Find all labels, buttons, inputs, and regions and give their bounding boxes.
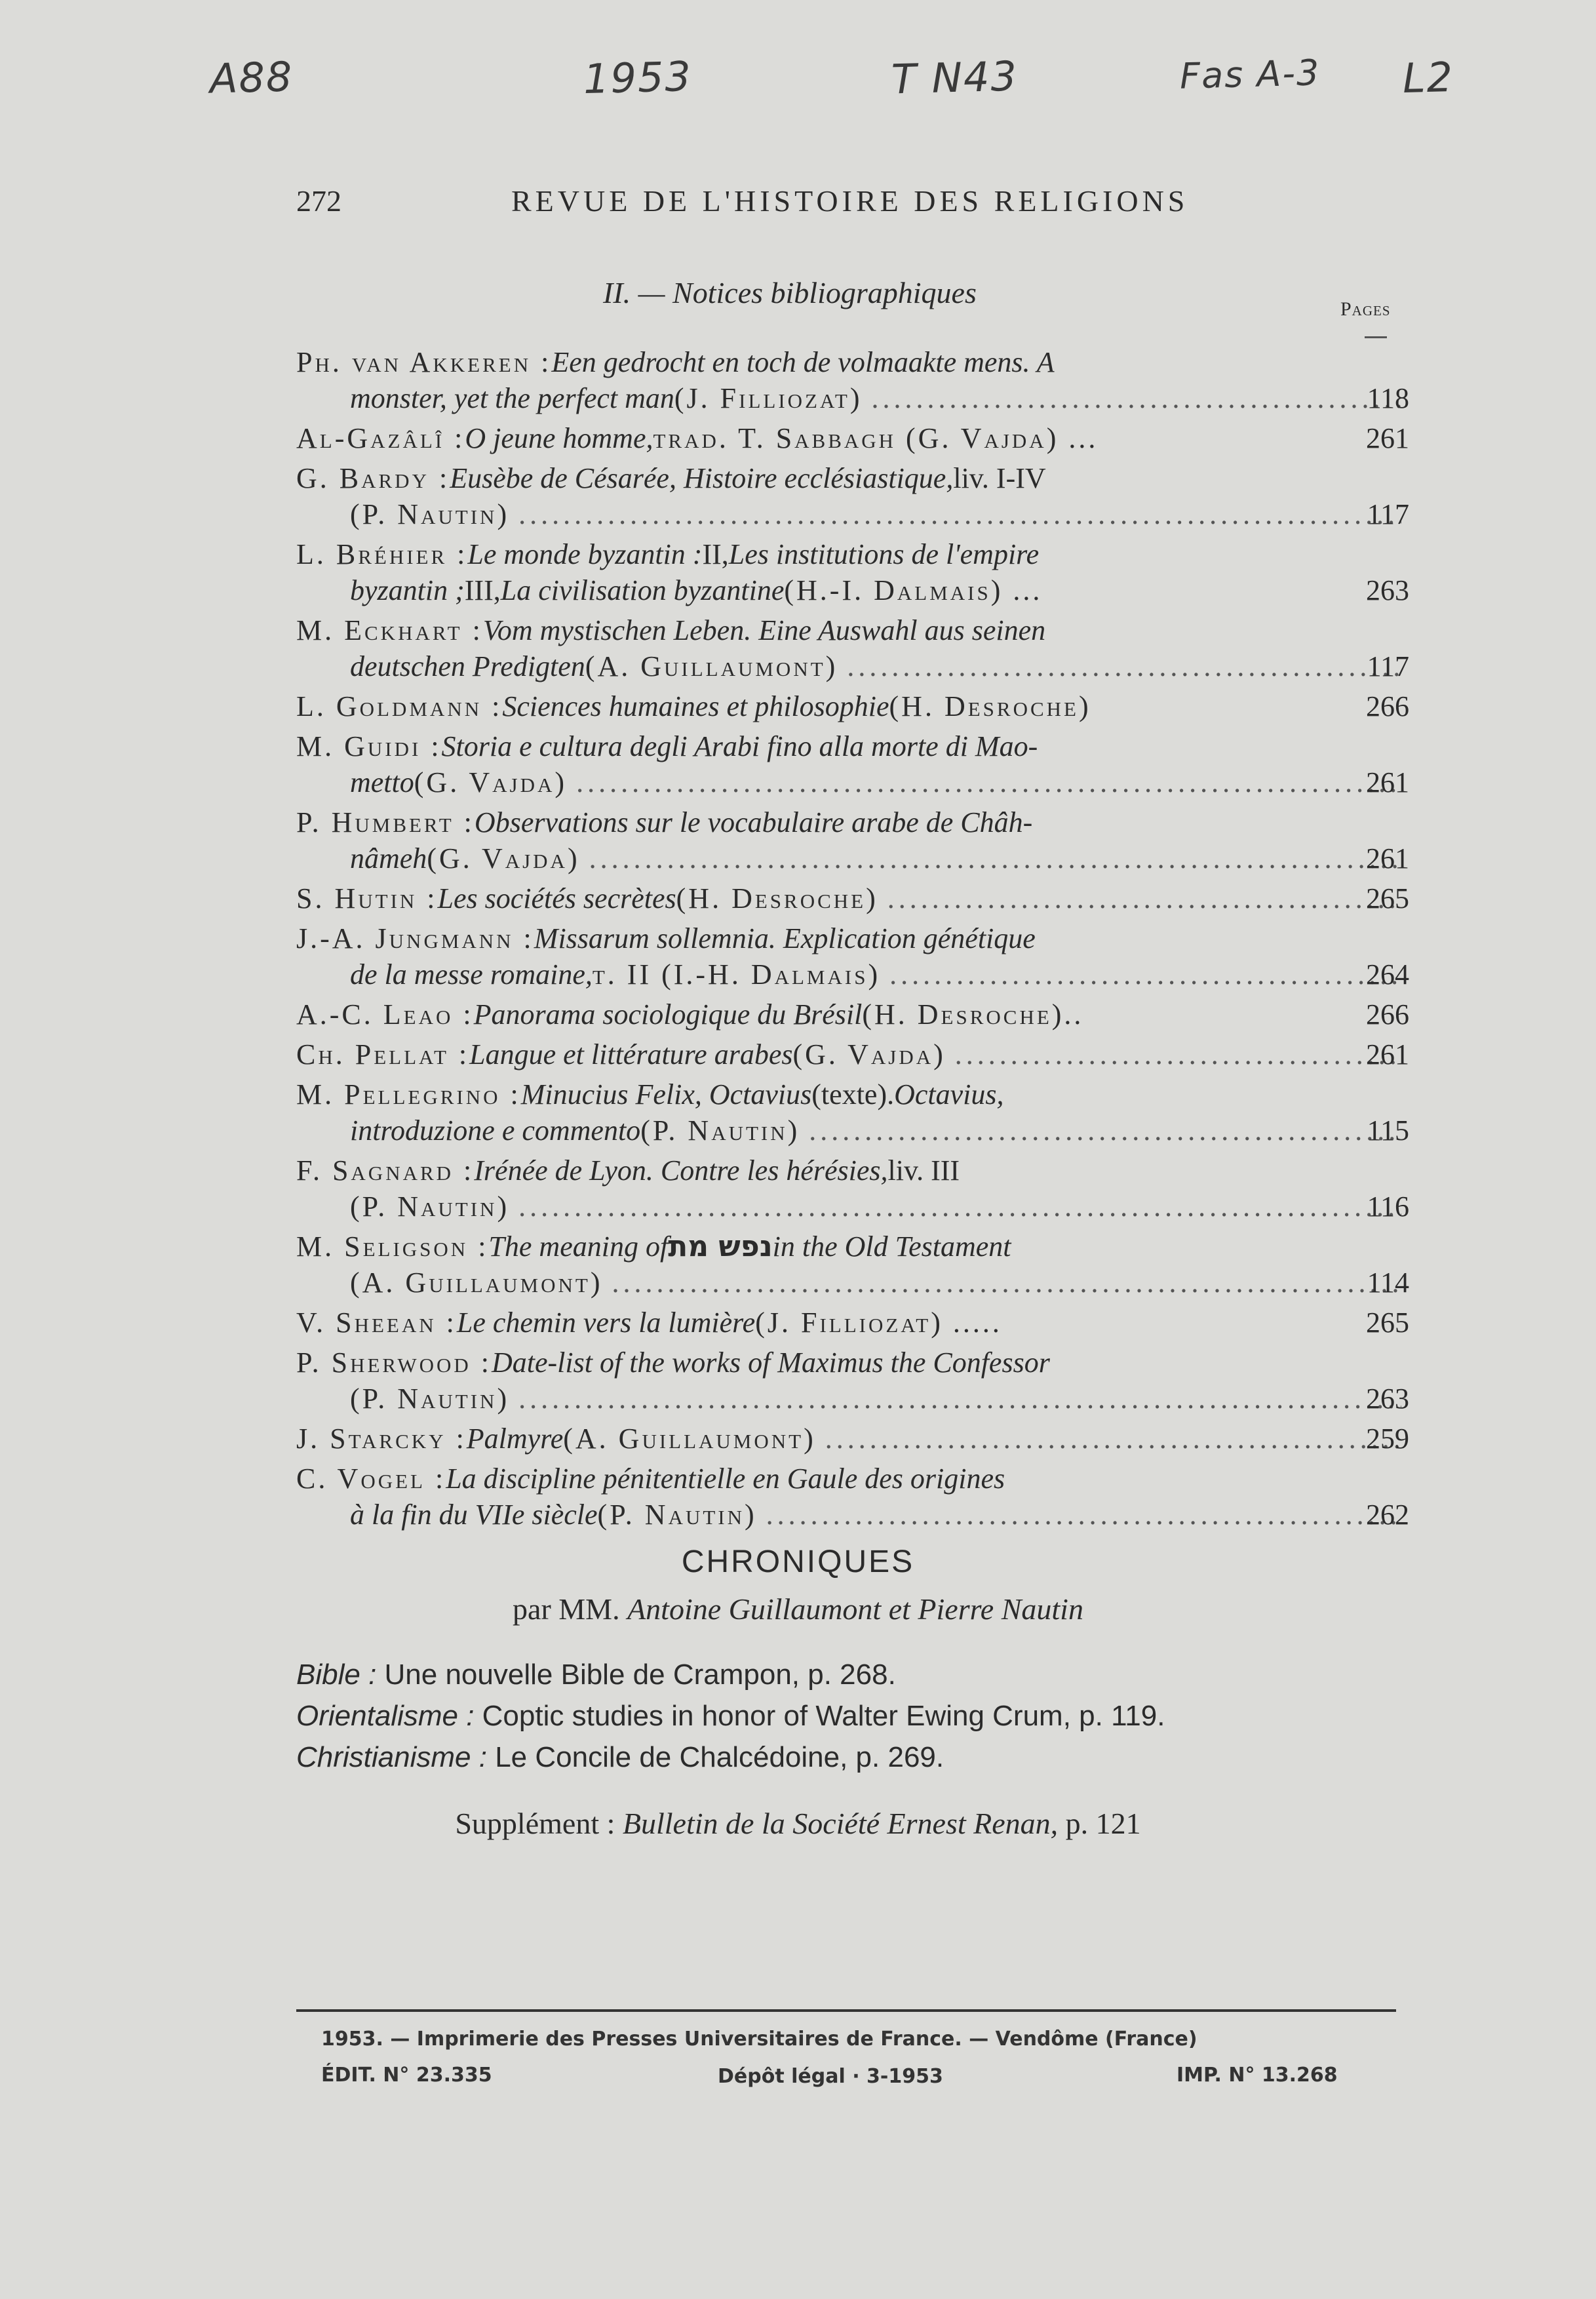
detail: (texte). [811,1078,895,1110]
reviewer: (G. Vajda) [792,1038,946,1071]
entry-seligson [296,1228,1411,1301]
leader-dots [612,1265,1402,1301]
entry-line [296,1265,1411,1301]
reviewer: (P. Nautin) [350,1190,510,1223]
page-ref: 117 [1367,498,1409,530]
entry-line [296,536,1411,572]
entry-line [296,1036,1411,1072]
author: Ch. Pellat : [296,1038,470,1071]
reviewer: (H. Desroche).. [862,998,1084,1031]
reviewer: (H.-I. Dalmais) ... [784,574,1043,606]
title: La civilisation byzantine [500,574,785,606]
title: Panorama sociologique du Brésil [473,998,863,1031]
author: M. Eckhart : [296,614,483,646]
reviewer: (P. Nautin) [597,1499,757,1531]
print-number: IMP. N° 13.268 [1177,2064,1338,2087]
author: C. Vogel : [296,1463,446,1495]
entry-eckhart [296,612,1411,684]
leader-dots [766,1497,1401,1533]
entry-sherwood [296,1345,1411,1417]
entry-line [296,1112,1411,1149]
author: G. Bardy : [296,462,450,494]
title: Minucius Felix, Octavius [520,1078,812,1110]
title: Les institutions de l'empire [728,538,1040,570]
reviewer: (J. Filliozat) ..... [755,1307,1002,1339]
chronique-label: Bible : [296,1659,377,1691]
page-ref: 261 [1366,766,1409,798]
entry-line [296,1076,1411,1112]
entry-al-gazali [296,420,1411,456]
author: A.-C. Leao : [296,998,474,1031]
title: La discipline pénitentielle en Gaule des origines [446,1463,1005,1495]
reviewer: (G. Vajda) [414,766,568,798]
title: Observations sur le vocabulaire arabe de Châh- [474,806,1033,838]
supplement-page: p. 121 [1058,1807,1141,1840]
entry-line [296,572,1411,608]
author: Al-Gazâlî : [296,422,465,454]
chronique-label: Christianisme : [296,1741,487,1773]
entry-line [296,920,1411,956]
chronique-christianisme [296,1741,944,1774]
reviewer: (J. Filliozat) [674,382,863,414]
title: nâmeh [350,842,427,874]
entry-vogel [296,1461,1411,1533]
leader-dots [589,840,1401,876]
title: Eusèbe de Césarée, Histoire ecclésiastique, [450,462,954,494]
entry-humbert [296,804,1411,876]
hebrew-term: נפש מת [668,1230,773,1263]
title: Vom mystischen Leben. Eine Auswahl aus seinen [482,614,1046,646]
title: deutschen Predigten [350,650,585,682]
entry-line [296,996,1411,1032]
detail: liv. I-IV [953,462,1046,494]
entry-line [296,344,1411,380]
page-ref: 262 [1366,1499,1409,1531]
handwritten-note-2: 1953 [583,52,693,104]
section-heading-text: II. — Notices bibliographiques [603,276,977,309]
entry-line [296,764,1411,800]
entry-line [296,880,1411,916]
entry-line [296,1228,1411,1265]
page-ref: 266 [1366,998,1409,1031]
entry-van-akkeren [296,344,1411,416]
chronique-label: Orientalisme : [296,1700,475,1732]
title: Irénée de Lyon. Contre les hérésies, [474,1154,888,1187]
handwritten-note-3: T N43 [891,52,1019,104]
chronique-text: Une nouvelle Bible de Crampon, p. 268. [376,1659,896,1691]
title: in the Old Testament [772,1230,1011,1263]
title: à la fin du VIIe siècle [350,1499,598,1531]
chronique-text: Le Concile de Chalcédoine, p. 269. [486,1741,944,1773]
entry-brehier [296,536,1411,608]
leader-dots [518,1189,1401,1225]
author: M. Pellegrino : [296,1078,521,1110]
reviewer: (A. Guillaumont) [585,650,838,682]
title: metto [350,766,414,798]
entry-line [296,1421,1411,1457]
pages-column-label: Pages [1340,298,1391,320]
author: L. Bréhier : [296,538,468,570]
footer-rule [296,2009,1396,2012]
entry-line [296,1305,1411,1341]
author: M. Seligson : [296,1230,489,1263]
reviewer: (P. Nautin) [350,498,510,530]
leader-dots [955,1036,1401,1072]
page-ref: 263 [1366,1383,1409,1415]
legal-deposit: Dépôt légal · 3-1953 [718,2065,943,2088]
reviewer: (H. Desroche) [889,690,1091,722]
printer-line: 1953. — Imprimerie des Presses Universitaires de France. — Vendôme (France) [321,2028,1197,2051]
entry-leao [296,996,1411,1032]
leader-dots [847,648,1401,684]
handwritten-note-4: Fas A-3 [1179,52,1321,97]
pages-column-rule [1365,336,1387,338]
page-ref: 264 [1366,958,1409,991]
page-ref: 265 [1366,1307,1409,1339]
author: M. Guidi : [296,730,442,762]
page-ref: 259 [1366,1423,1409,1455]
author: Ph. van Akkeren : [296,346,552,378]
chronique-text: Coptic studies in honor of Walter Ewing Crum, p. 119. [474,1700,1165,1732]
entry-line [296,420,1411,456]
detail: III, [464,574,501,606]
page-ref: 116 [1367,1190,1409,1223]
page-ref: 115 [1367,1114,1409,1147]
title: Een gedrocht en toch de volmaakte mens. A [551,346,1055,378]
page-ref: 265 [1366,882,1409,914]
page-ref: 261 [1366,842,1409,874]
entry-line [296,728,1411,764]
entry-line [296,840,1411,876]
title: Le chemin vers la lumière [456,1307,756,1339]
entry-hutin [296,880,1411,916]
title: Date-list of the works of Maximus the Confessor [492,1346,1050,1379]
entry-goldmann [296,688,1411,724]
entry-line [296,648,1411,684]
author: J.-A. Jungmann : [296,922,534,954]
title: introduzione e commento [350,1114,641,1147]
title: Octavius, [894,1078,1004,1110]
reviewer: (H. Desroche) [676,882,878,914]
entry-line [296,1189,1411,1225]
entry-line [296,956,1411,992]
entry-line [296,1152,1411,1189]
author: P. Humbert : [296,806,475,838]
reviewer: (P. Nautin) [350,1383,510,1415]
reviewer: t. II (I.-H. Dalmais) [592,958,881,991]
entry-pellegrino [296,1076,1411,1149]
title: Les sociétés secrètes [437,882,676,914]
reviewer: (G. Vajda) [427,842,580,874]
title: byzantin ; [350,574,465,606]
title: Le monde byzantin : [467,538,703,570]
leader-dots [518,496,1401,532]
title: de la messe romaine, [350,958,593,991]
chroniques-title: CHRONIQUES [681,1544,915,1579]
entry-sheean [296,1305,1411,1341]
leader-dots [576,764,1401,800]
author: P. Sherwood : [296,1346,492,1379]
entry-pellat [296,1036,1411,1072]
detail: liv. III [887,1154,960,1187]
title: Langue et littérature arabes [469,1038,793,1071]
supplement-line [0,1806,1596,1841]
entry-line [296,380,1411,416]
leader-dots [887,880,1401,916]
reviewer: trad. T. Sabbagh (G. Vajda) ... [653,422,1099,454]
page-number: 272 [296,184,341,218]
author: L. Goldmann : [296,690,503,722]
title: Sciences humaines et philosophie [502,690,889,722]
bibliography-list [296,344,1411,1537]
entry-guidi [296,728,1411,800]
entry-line [296,612,1411,648]
author: F. Sagnard : [296,1154,475,1187]
page-ref: 266 [1366,690,1409,722]
handwritten-note-1: A88 [209,52,294,103]
entry-jungmann [296,920,1411,992]
entry-line [296,1461,1411,1497]
leader-dots [872,380,1401,416]
entry-line [296,460,1411,496]
title: The meaning of [488,1230,669,1263]
authors-names: Antoine Guillaumont et Pierre Nautin [627,1592,1083,1626]
section-heading [603,275,977,310]
handwritten-note-5: L2 [1402,52,1454,103]
chronique-bible [296,1659,896,1691]
author: S. Hutin : [296,882,438,914]
leader-dots [825,1421,1401,1457]
authors-prefix: par MM. [513,1592,628,1626]
entry-line [296,496,1411,532]
leader-dots [889,956,1401,992]
author: J. Starcky : [296,1423,467,1455]
entry-sagnard [296,1152,1411,1225]
title: Missarum sollemnia. Explication génétique [534,922,1036,954]
title: monster, yet the perfect man [350,382,674,414]
entry-line [296,1381,1411,1417]
reviewer: (P. Nautin) [640,1114,800,1147]
entry-line [296,688,1411,724]
page-ref: 263 [1366,574,1409,606]
title: Palmyre [466,1423,564,1455]
author: V. Sheean : [296,1307,457,1339]
entry-starcky [296,1421,1411,1457]
supplement-prefix: Supplément : [455,1807,623,1840]
journal-title: REVUE DE L'HISTOIRE DES RELIGIONS [511,184,1189,218]
page-ref: 117 [1367,650,1409,682]
page-ref: 261 [1366,1038,1409,1071]
page-ref: 118 [1367,382,1409,414]
supplement-title: Bulletin de la Société Ernest Renan, [622,1807,1059,1840]
edition-number: ÉDIT. N° 23.335 [321,2064,492,2087]
entry-line [296,1497,1411,1533]
reviewer: (A. Guillaumont) [350,1267,603,1299]
entry-line [296,1345,1411,1381]
chronique-orientalisme [296,1700,1165,1733]
detail: II, [702,538,729,570]
leader-dots [518,1381,1401,1417]
entry-line [296,804,1411,840]
title: Storia e cultura degli Arabi fino alla morte di Mao- [441,730,1038,762]
entry-bardy [296,460,1411,532]
chroniques-authors [0,1592,1596,1626]
reviewer: (A. Guillaumont) [563,1423,816,1455]
page-ref: 261 [1366,422,1409,454]
title: O jeune homme, [465,422,653,454]
leader-dots [809,1112,1401,1149]
page-ref: 114 [1367,1267,1409,1299]
